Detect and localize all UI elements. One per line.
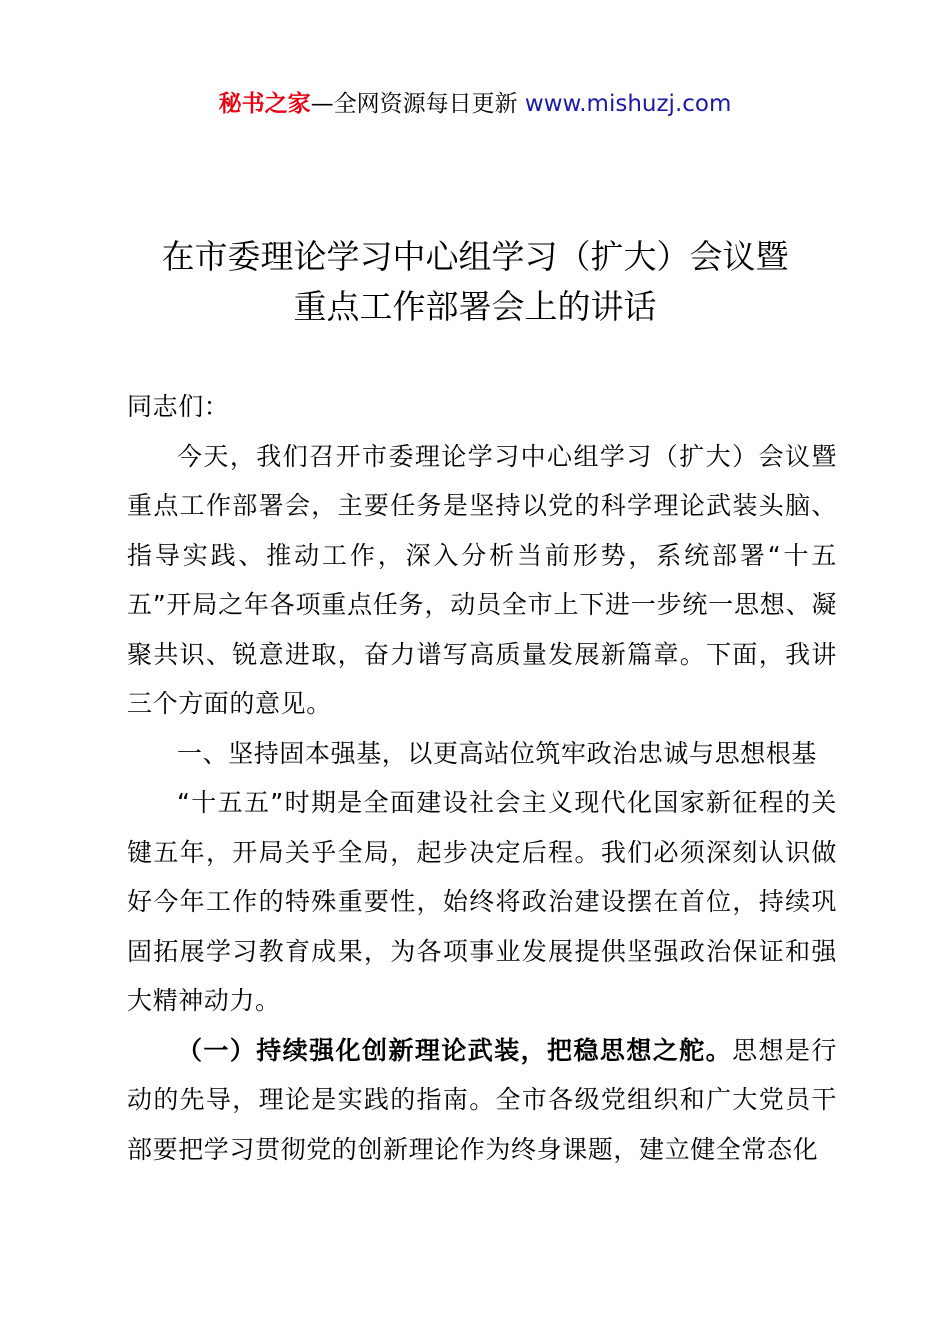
document-title-line-2: 重点工作部署会上的讲话 — [293, 287, 657, 326]
header-slogan: —全网资源每日更新 — [310, 91, 525, 117]
subsection-text-1: 思想是行动的先导，理论是实践的指南。全市各级党组织和广大党员干部要把学习贯彻党的创新理论作为终身课题，建立健全常态化 — [127, 1035, 837, 1164]
document-title — [100, 232, 850, 332]
page-header — [0, 86, 950, 122]
subsection-heading-1: （一）持续强化创新理论武装，把稳思想之舵。 — [177, 1035, 733, 1065]
document-title-line-1: 在市委理论学习中心组学习（扩大）会议暨 — [161, 237, 789, 276]
paragraph-subsection-1 — [127, 1026, 837, 1175]
section-heading-1: 一、坚持固本强基，以更高站位筑牢政治忠诚与思想根基 — [177, 738, 818, 768]
paragraph-intro: 今天，我们召开市委理论学习中心组学习（扩大）会议暨重点工作部署会，主要任务是坚持以党的科学理论武装头脑、指导实践、推动工作，深入分析当前形势，系统部署“十五五”开局之年各项重点任务，动员全市上下进一步统一思想、凝聚共识、锐意进取，奋力谱写高质量发展新篇章。下面，我讲三个方面的意见。 — [127, 441, 837, 718]
header-brand: 秘书之家 — [218, 91, 311, 117]
greeting: 同志们： — [127, 392, 230, 421]
header-site-link[interactable]: www.mishuzj.com — [524, 91, 732, 117]
paragraph-section-1: “十五五”时期是全面建设社会主义现代化国家新征程的关键五年，开局关乎全局，起步决定后程。我们必须深刻认识做好今年工作的特殊重要性，始终将政治建设摆在首位，持续巩固拓展学习教育成果，为各项事业发展提供坚强政治保证和强大精神动力。 — [127, 788, 837, 1015]
document-body — [127, 382, 837, 1174]
